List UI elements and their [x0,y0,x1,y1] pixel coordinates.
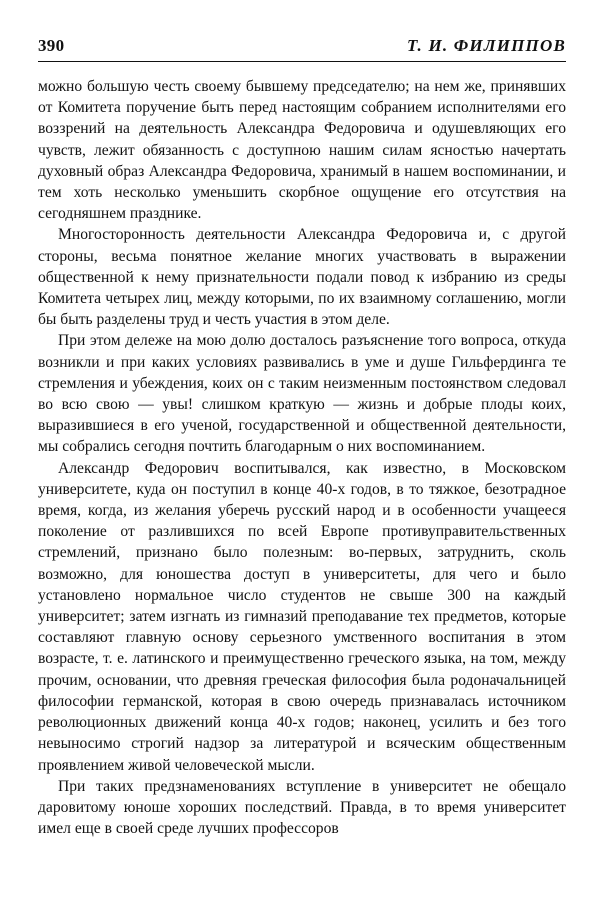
running-title: Т. И. ФИЛИППОВ [407,36,566,55]
paragraph-2: Многосторонность деятельности Александра Федоровича и, с другой стороны, весьма понятное желание многих участвовать в выражении общественной к нему признательности подали повод к избранию из среды Комитета четырех лиц, между которыми, по их взаимному соглашению, могли бы быть разделены труд и честь участия в этом деле. [38,226,566,329]
book-page [38,36,566,839]
running-header [38,36,566,56]
paragraph-1: можно большую честь своему бывшему председателю; на нем же, принявших от Комитета поручение быть перед настоящим собранием исполнителями его воззрений на деятельность Александра Федоровича и одушевляющих его чувств, лежит обязанность с доступною нашим силам ясностью начертать духовный образ Александра Федоровича, хранимый в нашем воспоминании, и тем хоть несколько уменьшить скорбное ощущение его отсутствия на сегодняшнем празднике. [38,78,566,223]
header-rule [38,61,566,62]
page-body [38,76,566,839]
paragraph-5: При таких предзнаменованиях вступление в университет не обещало даровитому юноше хороших последствий. Правда, в то время университет имел еще в своей среде лучших профессоров [38,777,566,838]
page-number: 390 [38,36,65,55]
paragraph-3: При этом дележе на мою долю досталось разъяснение того вопроса, откуда возникли и при каких условиях развивались в уме и душе Гильфердинга те стремления и убеждения, коих он с таким неизменным постоянством следовал во всю свою — увы! слишком краткую — жизнь и добрые плоды коих, выразившиеся в его ученой, государственной и общественной деятельности, мы собрались сегодня почтить благодарным о них воспоминанием. [38,332,566,456]
paragraph-4: Александр Федорович воспитывался, как известно, в Московском университете, куда он поступил в конце 40-х годов, в то тяжкое, безотрадное время, когда, из желания уберечь русский народ и в особенности учащееся поколение от разлившихся по всей Европе противуправительственных стремлений, признано было полезным: во-первых, затруднить, сколь возможно, для юношества доступ в университеты, для чего и было установлено нормальное число студентов не свыше 300 на каждый университет; затем изгнать из гимназий преподавание тех предметов, которые составляют главную основу серьезного умственного воспитания в этом возрасте, т. е. латинского и преимущественно греческого языка, на том, между прочим, основании, что древняя греческая философия была родоначальницей философии германской, которая в свою очередь признавалась источником революционных движений конца 40-х годов; наконец, усилить и без того невыносимо строгий надзор за литературой и всяческим общественным проявлением живой человеческой мысли. [38,459,566,774]
